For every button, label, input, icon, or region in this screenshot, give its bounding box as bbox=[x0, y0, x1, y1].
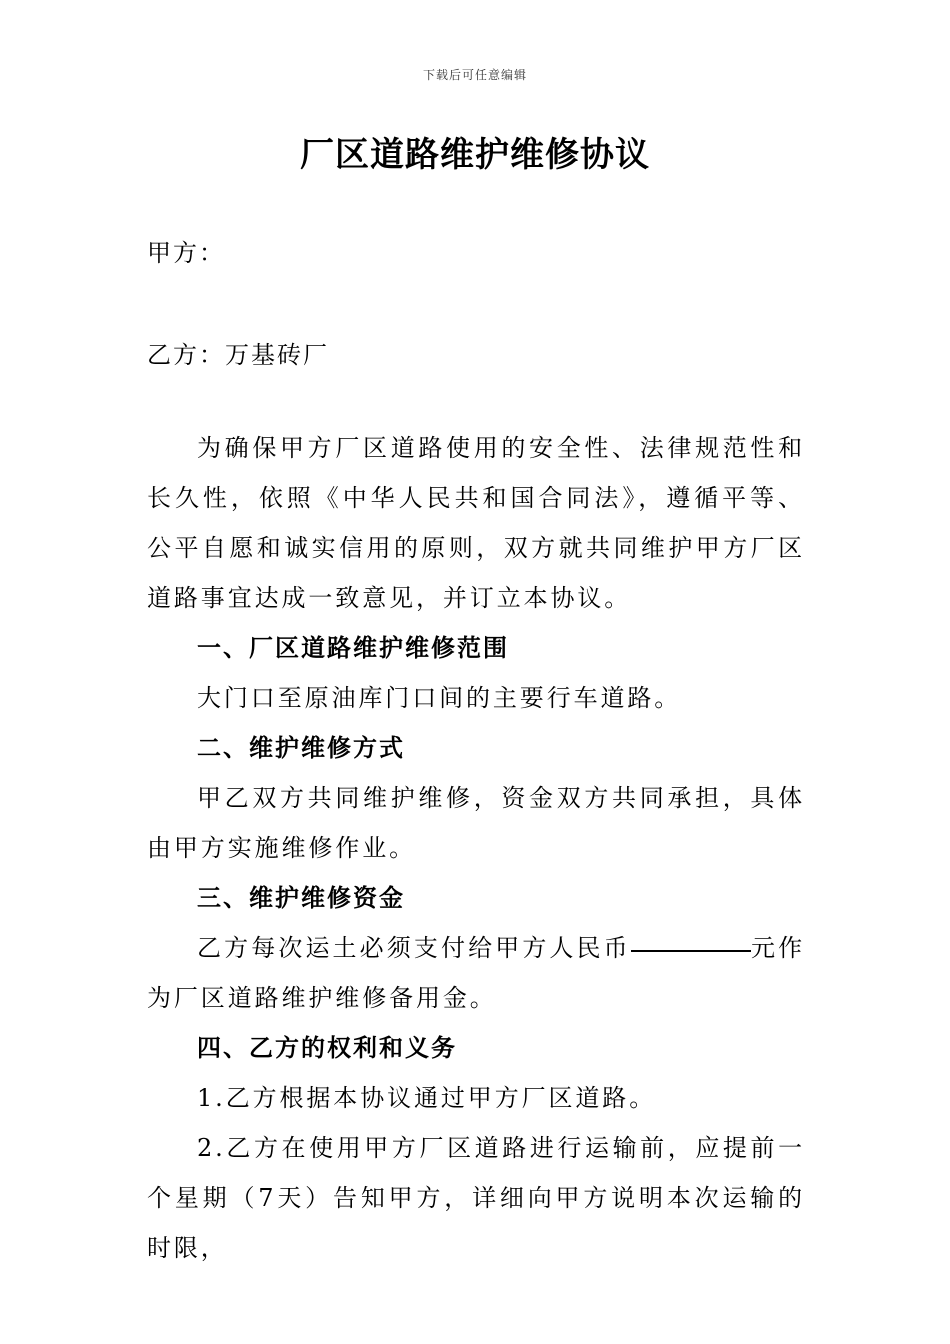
header-note: 下载后可任意编辑 bbox=[422, 68, 527, 82]
funding-text-after: 元作为厂区道路维护维修备用金。 bbox=[147, 934, 805, 1012]
funding-text-before: 乙方每次运土必须支付给甲方人民币 bbox=[197, 934, 631, 962]
section-heading: 四、乙方的权利和义务 bbox=[197, 1034, 457, 1062]
funding-paragraph bbox=[147, 923, 805, 1023]
amount-blank-line bbox=[631, 949, 751, 952]
section-heading: 二、维护维修方式 bbox=[197, 734, 405, 762]
agreement-body bbox=[147, 423, 805, 1273]
list-item: 2.乙方在使用甲方厂区道路进行运输前，应提前一个星期（7天）告知甲方，详细向甲方说明本次运输的时限， bbox=[147, 1134, 805, 1262]
section-paragraph: 大门口至原油库门口间的主要行车道路。 bbox=[197, 684, 682, 712]
intro-paragraph: 为确保甲方厂区道路使用的安全性、法律规范性和长久性，依照《中华人民共和国合同法》，遵循平等、公平自愿和诚实信用的原则，双方就共同维护甲方厂区道路事宜达成一致意见，并订立本协议。 bbox=[147, 434, 805, 612]
party-b-line: 乙方：万基砖厂 bbox=[147, 341, 329, 369]
list-item: 1.乙方根据本协议通过甲方厂区道路。 bbox=[197, 1084, 657, 1112]
section-heading: 一、厂区道路维护维修范围 bbox=[197, 634, 509, 662]
party-a-line: 甲方： bbox=[147, 239, 225, 267]
section-paragraph: 甲乙双方共同维护维修，资金双方共同承担，具体由甲方实施维修作业。 bbox=[147, 784, 805, 862]
document-title: 厂区道路维护维修协议 bbox=[300, 135, 650, 175]
section-heading: 三、维护维修资金 bbox=[197, 884, 405, 912]
